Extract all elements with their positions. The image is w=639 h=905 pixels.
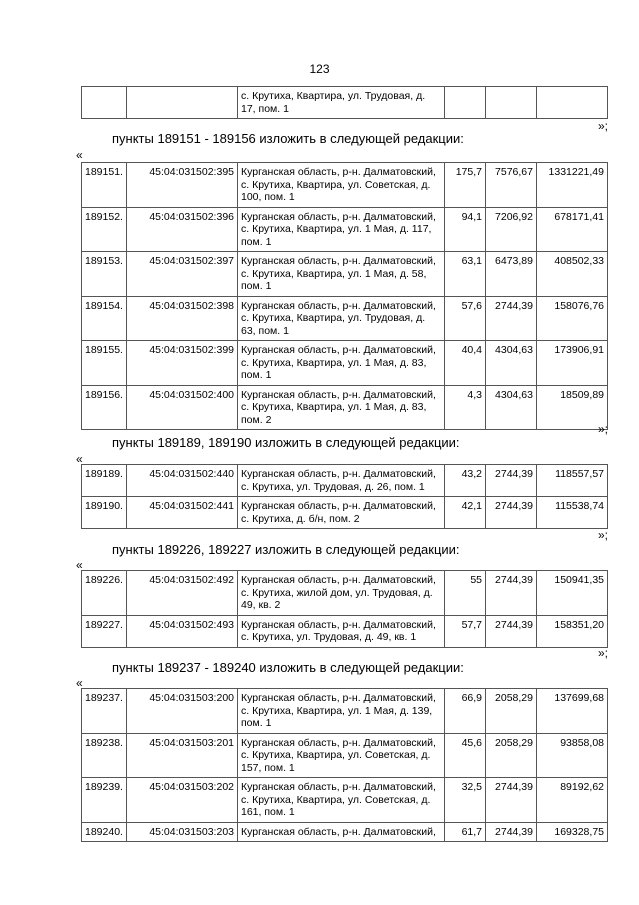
value-cell — [537, 87, 608, 119]
section-heading: пункты 189226, 189227 изложить в следующей редакции: — [112, 542, 460, 557]
address-cell: Курганская область, р-н. Далматовский, с. Крутиха, Квартира, ул. 1 Мая, д. 83, пом. 2 — [238, 385, 445, 430]
cadastral-number-cell: 45:04:031502:396 — [127, 207, 238, 252]
cadastral-number-cell: 45:04:031502:492 — [127, 571, 238, 616]
address-cell: Курганская область, р-н. Далматовский, с. Крутиха, жилой дом, ул. Трудовая, д. 49, кв. 2 — [238, 571, 445, 616]
table-row — [82, 615, 608, 647]
cadastral-number-cell: 45:04:031502:493 — [127, 615, 238, 647]
value-cell: 408502,33 — [537, 252, 608, 297]
row-number-cell: 189151. — [82, 163, 127, 208]
table-row — [82, 778, 608, 823]
row-number-cell: 189189. — [82, 465, 127, 497]
area-cell: 43,2 — [445, 465, 486, 497]
cadastral-number-cell: 45:04:031502:398 — [127, 296, 238, 341]
cadastral-number-cell: 45:04:031502:400 — [127, 385, 238, 430]
value-cell: 173906,91 — [537, 341, 608, 386]
address-cell: с. Крутиха, Квартира, ул. Трудовая, д. 17, пом. 1 — [238, 87, 445, 119]
row-number-cell: 189190. — [82, 497, 127, 529]
area-cell: 57,7 — [445, 615, 486, 647]
value-cell: 1331221,49 — [537, 163, 608, 208]
value-cell: 115538,74 — [537, 497, 608, 529]
rate-cell: 2744,39 — [486, 822, 537, 842]
section-heading: пункты 189189, 189190 изложить в следующей редакции: — [112, 435, 460, 450]
row-number-cell — [82, 87, 127, 119]
address-cell: Курганская область, р-н. Далматовский, с. Крутиха, ул. Трудовая, д. 49, кв. 1 — [238, 615, 445, 647]
address-cell: Курганская область, р-н. Далматовский, с. Крутиха, Квартира, ул. Советская, д. 161, пом. 1 — [238, 778, 445, 823]
value-cell: 118557,57 — [537, 465, 608, 497]
area-cell — [445, 87, 486, 119]
value-cell: 158351,20 — [537, 615, 608, 647]
cadastral-number-cell: 45:04:031503:200 — [127, 689, 238, 734]
rate-cell: 2744,39 — [486, 778, 537, 823]
closing-quote: »; — [597, 119, 608, 133]
cadastral-number-cell: 45:04:031503:202 — [127, 778, 238, 823]
rate-cell — [486, 87, 537, 119]
opening-quote: « — [76, 676, 83, 690]
page-number: 123 — [309, 62, 330, 76]
section-heading: пункты 189151 - 189156 изложить в следующей редакции: — [112, 131, 464, 146]
section-table — [81, 464, 608, 529]
area-cell: 94,1 — [445, 207, 486, 252]
row-number-cell: 189240. — [82, 822, 127, 842]
address-cell: Курганская область, р-н. Далматовский, с. Крутиха, д. б/н, пом. 2 — [238, 497, 445, 529]
table-row — [82, 571, 608, 616]
row-number-cell: 189153. — [82, 252, 127, 297]
table-row — [82, 163, 608, 208]
area-cell: 32,5 — [445, 778, 486, 823]
rate-cell: 2744,39 — [486, 615, 537, 647]
address-cell: Курганская область, р-н. Далматовский, с. Крутиха, Квартира, ул. 1 Мая, д. 83, пом. 1 — [238, 341, 445, 386]
row-number-cell: 189154. — [82, 296, 127, 341]
value-cell: 158076,76 — [537, 296, 608, 341]
value-cell: 137699,68 — [537, 689, 608, 734]
section-table — [81, 570, 608, 648]
table-row — [82, 87, 608, 119]
opening-quote: « — [76, 148, 83, 162]
area-cell: 4,3 — [445, 385, 486, 430]
address-cell: Курганская область, р-н. Далматовский, с. Крутиха, Квартира, ул. Советская, д. 157, пом. 1 — [238, 733, 445, 778]
cadastral-number-cell: 45:04:031503:201 — [127, 733, 238, 778]
rate-cell: 2058,29 — [486, 689, 537, 734]
table-row — [82, 252, 608, 297]
table-row — [82, 385, 608, 430]
rate-cell: 2744,39 — [486, 465, 537, 497]
table-row — [82, 465, 608, 497]
rate-cell: 4304,63 — [486, 341, 537, 386]
value-cell: 678171,41 — [537, 207, 608, 252]
area-cell: 63,1 — [445, 252, 486, 297]
area-cell: 40,4 — [445, 341, 486, 386]
area-cell: 61,7 — [445, 822, 486, 842]
address-cell: Курганская область, р-н. Далматовский, с. Крутиха, Квартира, ул. 1 Мая, д. 139, пом. 1 — [238, 689, 445, 734]
cadastral-number-cell — [127, 87, 238, 119]
rate-cell: 7206,92 — [486, 207, 537, 252]
cadastral-number-cell: 45:04:031502:399 — [127, 341, 238, 386]
row-number-cell: 189227. — [82, 615, 127, 647]
rate-cell: 2058,29 — [486, 733, 537, 778]
area-cell: 66,9 — [445, 689, 486, 734]
table-row — [82, 733, 608, 778]
table-row — [82, 822, 608, 842]
row-number-cell: 189155. — [82, 341, 127, 386]
value-cell: 18509,89 — [537, 385, 608, 430]
value-cell: 150941,35 — [537, 571, 608, 616]
row-number-cell: 189237. — [82, 689, 127, 734]
address-cell: Курганская область, р-н. Далматовский, с. Крутиха, Квартира, ул. 1 Мая, д. 58, пом. 1 — [238, 252, 445, 297]
table-row — [82, 296, 608, 341]
top-fragment-table — [81, 86, 608, 119]
rate-cell: 6473,89 — [486, 252, 537, 297]
rate-cell: 2744,39 — [486, 497, 537, 529]
row-number-cell: 189152. — [82, 207, 127, 252]
cadastral-number-cell: 45:04:031502:395 — [127, 163, 238, 208]
area-cell: 45,6 — [445, 733, 486, 778]
rate-cell: 7576,67 — [486, 163, 537, 208]
area-cell: 55 — [445, 571, 486, 616]
cadastral-number-cell: 45:04:031503:203 — [127, 822, 238, 842]
cadastral-number-cell: 45:04:031502:397 — [127, 252, 238, 297]
section-table — [81, 688, 608, 842]
cadastral-number-cell: 45:04:031502:441 — [127, 497, 238, 529]
table-row — [82, 497, 608, 529]
row-number-cell: 189238. — [82, 733, 127, 778]
rate-cell: 4304,63 — [486, 385, 537, 430]
section-table — [81, 162, 608, 430]
row-number-cell: 189226. — [82, 571, 127, 616]
opening-quote: « — [76, 452, 83, 466]
address-cell: Курганская область, р-н. Далматовский, с. Крутиха, Квартира, ул. 1 Мая, д. 117, пом. 1 — [238, 207, 445, 252]
rate-cell: 2744,39 — [486, 296, 537, 341]
value-cell: 93858,08 — [537, 733, 608, 778]
area-cell: 42,1 — [445, 497, 486, 529]
area-cell: 57,6 — [445, 296, 486, 341]
cadastral-number-cell: 45:04:031502:440 — [127, 465, 238, 497]
table-row — [82, 689, 608, 734]
row-number-cell: 189239. — [82, 778, 127, 823]
opening-quote: « — [76, 558, 83, 572]
closing-quote: »; — [597, 646, 608, 660]
address-cell: Курганская область, р-н. Далматовский, с. Крутиха, ул. Трудовая, д. 26, пом. 1 — [238, 465, 445, 497]
area-cell: 175,7 — [445, 163, 486, 208]
value-cell: 89192,62 — [537, 778, 608, 823]
table-row — [82, 207, 608, 252]
value-cell: 169328,75 — [537, 822, 608, 842]
address-cell: Курганская область, р-н. Далматовский, с. Крутиха, Квартира, ул. Трудовая, д. 63, пом. 1 — [238, 296, 445, 341]
address-cell: Курганская область, р-н. Далматовский, — [238, 822, 445, 842]
table-row — [82, 341, 608, 386]
row-number-cell: 189156. — [82, 385, 127, 430]
section-heading: пункты 189237 - 189240 изложить в следующей редакции: — [112, 660, 464, 675]
closing-quote: »; — [597, 528, 608, 542]
rate-cell: 2744,39 — [486, 571, 537, 616]
address-cell: Курганская область, р-н. Далматовский, с. Крутиха, Квартира, ул. Советская, д. 100, пом. 1 — [238, 163, 445, 208]
closing-quote: »; — [597, 422, 608, 436]
